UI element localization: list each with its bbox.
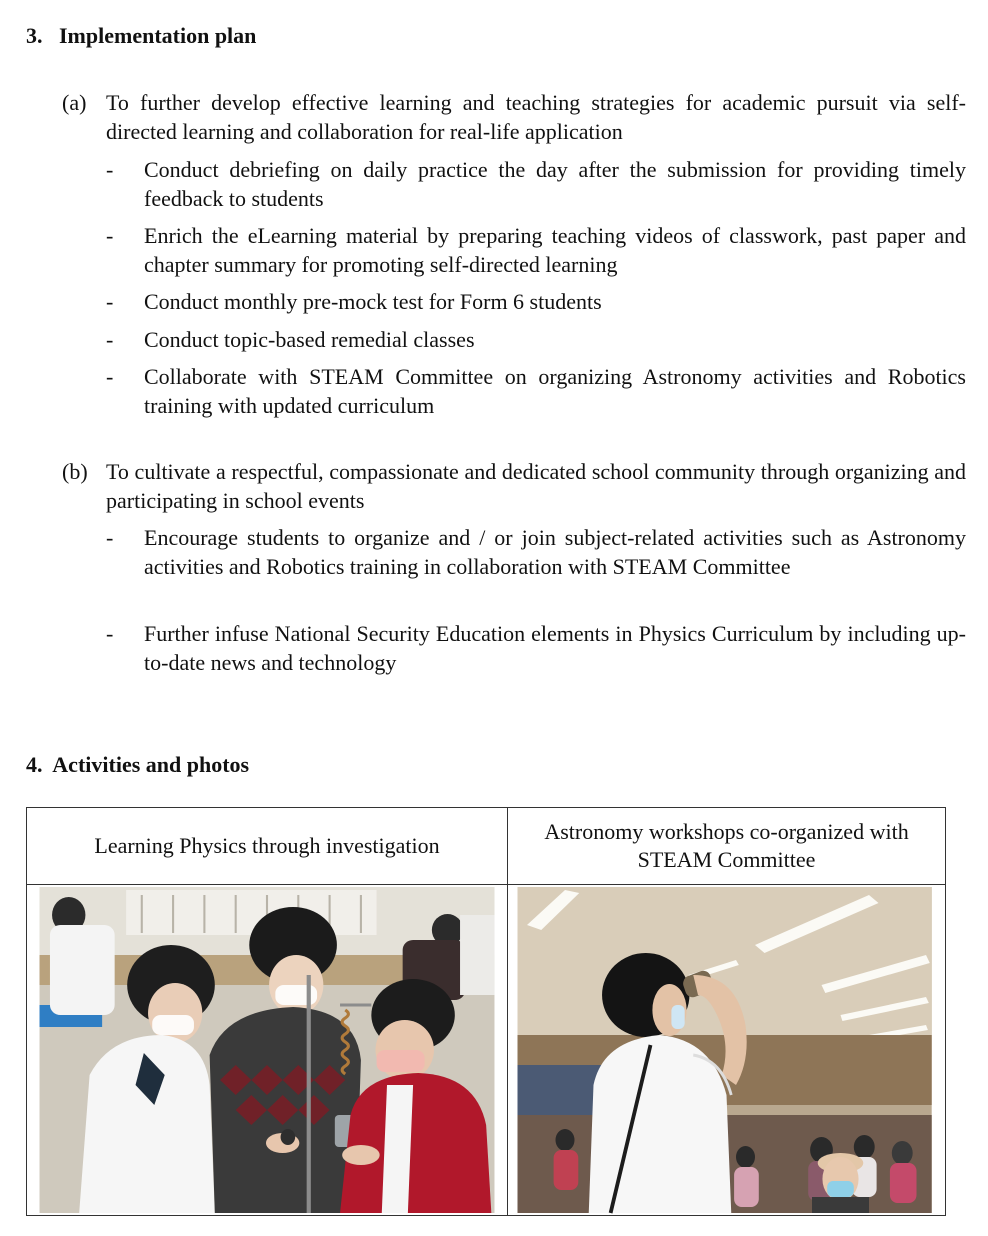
photo-caption-cell [508, 808, 946, 885]
bullet-text: Conduct topic-based remedial classes [144, 327, 475, 352]
item-text: To cultivate a respectful, compassionate and dedicated school community through organizing and participating in school events [106, 459, 966, 513]
bullet-item [106, 619, 966, 677]
bullet-mark: - [106, 621, 114, 646]
section-number: 4. [26, 752, 43, 777]
bullet-item [106, 287, 966, 316]
bullet-item [106, 325, 966, 354]
section-4-heading [26, 751, 249, 779]
bullet-item [106, 155, 966, 213]
bullet-text: Conduct monthly pre-mock test for Form 6 students [144, 289, 602, 314]
lab-photo-illustration [27, 885, 507, 1215]
lab-investigation-photo [27, 885, 507, 1215]
bullet-mark: - [106, 223, 114, 248]
plan-item-a [62, 88, 966, 146]
section-title: Activities and photos [52, 752, 250, 777]
astronomy-photo-illustration [508, 885, 945, 1215]
bullet-item [106, 221, 966, 279]
bullet-mark: - [106, 157, 114, 182]
section-number: 3. [26, 23, 43, 48]
photo-cell [27, 885, 508, 1216]
photo-cell [508, 885, 946, 1216]
bullet-mark: - [106, 289, 114, 314]
bullet-item [106, 362, 966, 420]
bullet-mark: - [106, 525, 114, 550]
bullet-mark: - [106, 327, 114, 352]
bullet-text: Collaborate with STEAM Committee on organizing Astronomy activities and Robotics training with updated curriculum [144, 364, 966, 418]
bullet-text: Enrich the eLearning material by preparing teaching videos of classwork, past paper and chapter summary for promoting self-directed learning [144, 223, 966, 277]
photo-caption: Learning Physics through investigation [94, 833, 440, 858]
photo-caption: Astronomy workshops co-organized with STEAM Committee [544, 819, 909, 872]
photos-table [26, 807, 946, 1216]
item-label: (b) [62, 459, 88, 484]
astronomy-workshop-photo [508, 885, 945, 1215]
plan-item-b [62, 457, 966, 515]
bullet-text: Conduct debriefing on daily practice the day after the submission for providing timely feedback to students [144, 157, 966, 211]
bullet-mark: - [106, 364, 114, 389]
item-text: To further develop effective learning and teaching strategies for academic pursuit via self-directed learning and collaboration for real-life application [106, 90, 966, 144]
section-title: Implementation plan [59, 23, 257, 48]
bullet-item [106, 523, 966, 581]
section-3-heading [26, 22, 256, 50]
item-label: (a) [62, 90, 87, 115]
photo-caption-cell [27, 808, 508, 885]
bullet-text: Further infuse National Security Education elements in Physics Curriculum by including up-to-date news and technology [144, 621, 966, 675]
bullet-text: Encourage students to organize and / or join subject-related activities such as Astronomy activities and Robotics training in collaboration with STEAM Committee [144, 525, 966, 579]
